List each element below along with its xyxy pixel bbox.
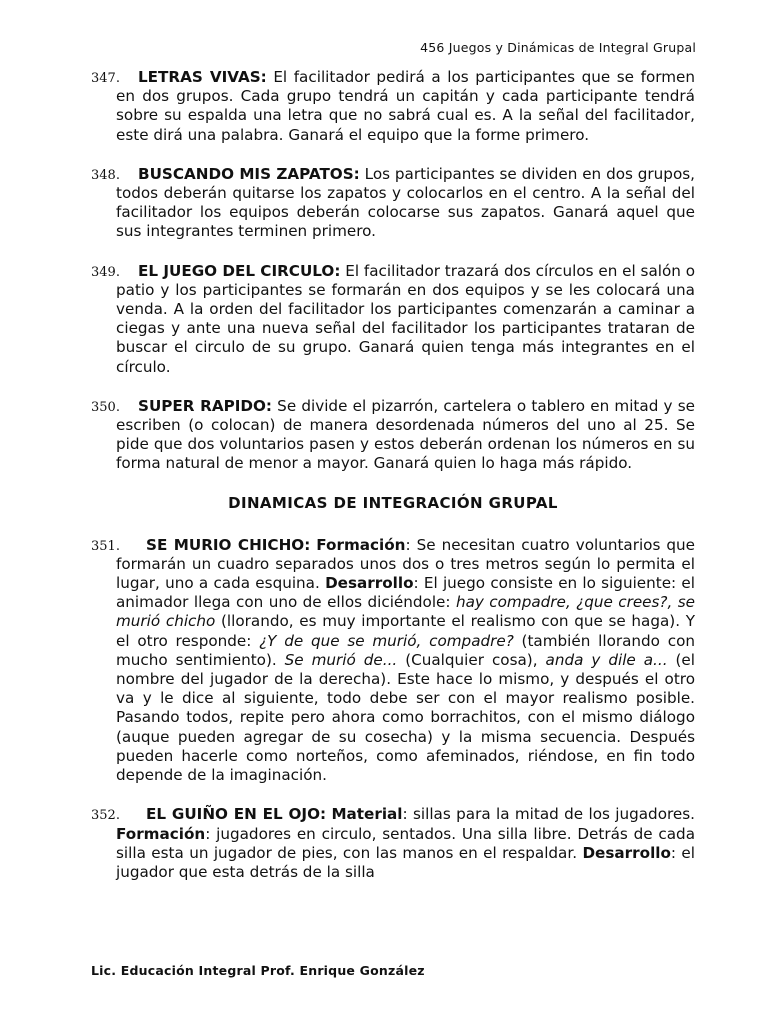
entry-number: 349 . [91,263,120,282]
entry-label: Formación [116,824,206,843]
entry-text: Los participantes se dividen en dos grupos, todos deberán quitarse los zapatos y colocarlos en el centro. A la señal del facilitador los equipos deberán colocarse sus zapatos. Ganará aquel que sus integrantes terminen primero. [116,164,695,241]
entry-label: Formación [316,535,406,554]
entry-title: SE MURIO CHICHO: [146,535,311,554]
entry-347 [91,68,695,145]
entries-group-games [91,68,695,474]
entry-text: El facilitador trazará dos círculos en el salón o patio y los participantes se formarán en dos equipos y se les colocará una venda. A la orden del facilitador los participantes comenzarán a caminar a ciegas y ante una nueva señal del facilitador los participantes trataran de buscar el circulo de su grupo. Ganará quien tenga más integrantes en el círculo. [116,261,696,376]
entry-350 [91,397,695,474]
entry-text: El facilitador pedirá a los participantes que se formen en dos grupos. Cada grupo tendrá un capitán y cada participante tendrá sobre su espalda una letra que no sabrá cual es. A la señal del facilitador, este dirá una palabra. Ganará el equipo que la forme primero. [116,68,695,144]
entry-label: Material [331,805,403,824]
section-heading: DINAMICAS DE INTEGRACIÓN GRUPAL [228,493,558,512]
entry-351 [91,536,695,786]
entry-quote: hay compadre, ¿que crees?, se murió chicho [116,593,696,631]
entry-title: SUPER RAPIDO: [138,396,272,415]
entry-quote: anda y dile a... [545,650,668,669]
entry-number: 352 . [91,806,120,825]
entry-text: : sillas para la mitad de los jugadores. [402,805,695,824]
entry-text: : jugadores en circulo, sentados. Una silla libre. Detrás de cada silla esta un jugador de pies, con las manos en el respaldar. [116,824,695,862]
entry-title: BUSCANDO MIS ZAPATOS: [138,164,360,183]
entry-number: 350 . [91,398,120,417]
entry-text: (Cualquier cosa), [397,650,546,669]
entry-text: (también llorando con mucho sentimiento). [116,631,695,669]
entry-text: : el jugador que esta detrás de la silla [116,843,695,881]
entry-label: Desarrollo [582,843,671,862]
entry-title: EL JUEGO DEL CIRCULO: [138,261,341,280]
entry-text: : Se necesitan cuatro voluntarios que formarán un cuadro separados unos dos o tres metros según lo permita el lugar, uno a cada esquina. [116,535,695,593]
entry-text: Se divide el pizarrón, cartelera o tablero en mitad y se escriben (o colocan) de manera desordenada números del uno al 25. Se pide que dos voluntarios pasen y estos deberán ordenan los números en su forma natural de menor a mayor. Ganará quien lo haga más rápido. [116,396,695,473]
entry-number: 347 . [91,69,120,88]
entry-348 [91,165,695,242]
entry-number: 348 . [91,166,120,185]
entry-number: 351 . [91,537,120,556]
entry-text: : El juego consiste en lo siguiente: el animador llega con uno de ellos diciéndole: [116,574,695,612]
running-footer: Lic. Educación Integral Prof. Enrique González [91,963,425,978]
entry-quote: Se murió de... [284,650,398,669]
running-header: 456 Juegos y Dinámicas de Integral Grupal [420,40,696,55]
entry-title: EL GUIÑO EN EL OJO: [146,805,327,824]
entry-text: (llorando, es muy importante el realismo con que se haga). Y el otro responde: [116,612,695,650]
entry-title: LETRAS VIVAS: [138,68,267,86]
entry-text: (el nombre del jugador de la derecha). Este hace lo mismo, y después el otro va y le dice al siguiente, todo debe ser con el mayor realismo posible. Pasando todos, repite pero ahora como borrachitos, con el mismo diálogo (auque pueden agregar de su cosecha) y la misma secuencia. Después pueden hacerle como norteños, como afeminados, riéndose, en fin todo depende de la imaginación. [116,650,695,785]
entry-349 [91,262,695,377]
entry-label: Desarrollo [325,574,414,593]
page-content [91,68,695,902]
entries-group-dynamics [91,536,695,882]
entry-352 [91,805,695,882]
entry-quote: ¿Y de que se murió, compadre? [259,631,514,650]
